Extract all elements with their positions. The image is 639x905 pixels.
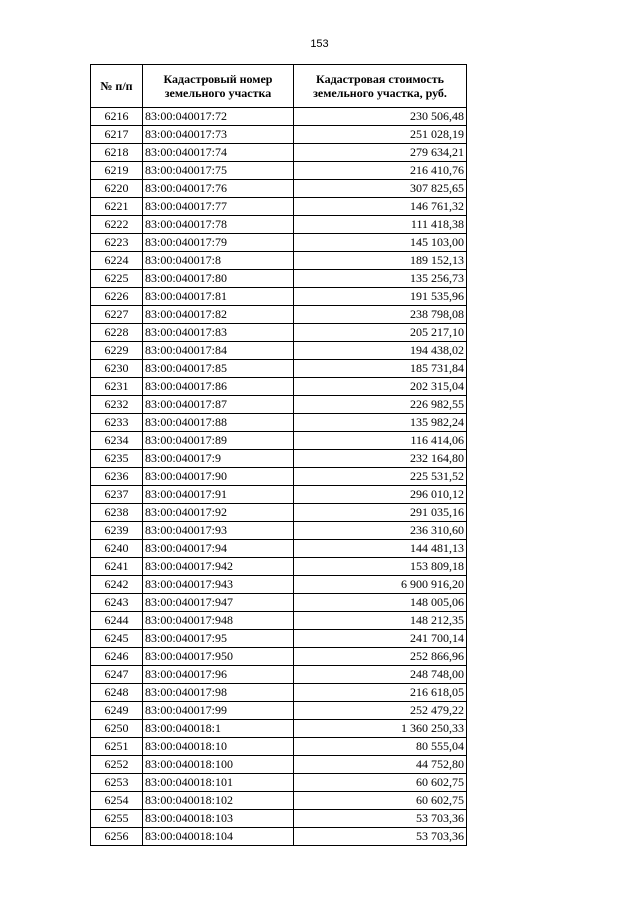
- table-row: [91, 540, 467, 558]
- table-row: [91, 450, 467, 468]
- page-number: 153: [310, 38, 329, 50]
- cadastral-number-cell: 83:00:040017:947: [143, 594, 294, 612]
- header-cadastral-number: Кадастровый номер земельного участка: [143, 65, 294, 108]
- row-number-cell: 6248: [91, 684, 143, 702]
- cadastral-value-cell: 80 555,04: [294, 738, 467, 756]
- table-row: [91, 792, 467, 810]
- table-row: [91, 558, 467, 576]
- cadastral-value-cell: 241 700,14: [294, 630, 467, 648]
- table-row: [91, 432, 467, 450]
- cadastral-number-cell: 83:00:040018:1: [143, 720, 294, 738]
- table-row: [91, 522, 467, 540]
- cadastral-number-cell: 83:00:040017:943: [143, 576, 294, 594]
- cadastral-value-cell: 226 982,55: [294, 396, 467, 414]
- cadastral-value-cell: 44 752,80: [294, 756, 467, 774]
- table-row: [91, 252, 467, 270]
- cadastral-number-cell: 83:00:040017:950: [143, 648, 294, 666]
- cadastral-value-cell: 279 634,21: [294, 144, 467, 162]
- table-row: [91, 288, 467, 306]
- cadastral-value-table: [90, 64, 467, 846]
- table-row: [91, 666, 467, 684]
- cadastral-value-cell: 153 809,18: [294, 558, 467, 576]
- cadastral-value-cell: 144 481,13: [294, 540, 467, 558]
- cadastral-value-cell: 145 103,00: [294, 234, 467, 252]
- row-number-cell: 6246: [91, 648, 143, 666]
- table-row: [91, 612, 467, 630]
- cadastral-number-cell: 83:00:040017:95: [143, 630, 294, 648]
- header-row-number: № п/п: [91, 65, 143, 108]
- row-number-cell: 6223: [91, 234, 143, 252]
- cadastral-number-cell: 83:00:040018:104: [143, 828, 294, 846]
- cadastral-number-cell: 83:00:040017:9: [143, 450, 294, 468]
- row-number-cell: 6250: [91, 720, 143, 738]
- row-number-cell: 6222: [91, 216, 143, 234]
- cadastral-value-cell: 185 731,84: [294, 360, 467, 378]
- row-number-cell: 6234: [91, 432, 143, 450]
- row-number-cell: 6241: [91, 558, 143, 576]
- row-number-cell: 6218: [91, 144, 143, 162]
- cadastral-number-cell: 83:00:040018:10: [143, 738, 294, 756]
- cadastral-value-cell: 248 748,00: [294, 666, 467, 684]
- cadastral-value-cell: 216 618,05: [294, 684, 467, 702]
- table-row: [91, 378, 467, 396]
- table-header: [91, 65, 467, 108]
- table-row: [91, 216, 467, 234]
- cadastral-number-cell: 83:00:040017:88: [143, 414, 294, 432]
- cadastral-value-cell: 191 535,96: [294, 288, 467, 306]
- cadastral-value-cell: 1 360 250,33: [294, 720, 467, 738]
- table-row: [91, 306, 467, 324]
- cadastral-number-cell: 83:00:040017:87: [143, 396, 294, 414]
- cadastral-number-cell: 83:00:040017:94: [143, 540, 294, 558]
- table-row: [91, 126, 467, 144]
- table-row: [91, 576, 467, 594]
- cadastral-value-cell: 216 410,76: [294, 162, 467, 180]
- table-row: [91, 486, 467, 504]
- table-row: [91, 702, 467, 720]
- cadastral-value-cell: 225 531,52: [294, 468, 467, 486]
- row-number-cell: 6239: [91, 522, 143, 540]
- row-number-cell: 6221: [91, 198, 143, 216]
- table-row: [91, 198, 467, 216]
- row-number-cell: 6247: [91, 666, 143, 684]
- table-row: [91, 162, 467, 180]
- cadastral-value-cell: 60 602,75: [294, 792, 467, 810]
- cadastral-value-cell: 111 418,38: [294, 216, 467, 234]
- cadastral-number-cell: 83:00:040017:86: [143, 378, 294, 396]
- cadastral-value-cell: 205 217,10: [294, 324, 467, 342]
- cadastral-number-cell: 83:00:040017:84: [143, 342, 294, 360]
- cadastral-number-cell: 83:00:040017:90: [143, 468, 294, 486]
- table-row: [91, 360, 467, 378]
- cadastral-value-cell: 53 703,36: [294, 810, 467, 828]
- table-row: [91, 234, 467, 252]
- row-number-cell: 6216: [91, 108, 143, 126]
- cadastral-number-cell: 83:00:040017:80: [143, 270, 294, 288]
- table-row: [91, 504, 467, 522]
- cadastral-number-cell: 83:00:040017:85: [143, 360, 294, 378]
- cadastral-number-cell: 83:00:040017:76: [143, 180, 294, 198]
- table-row: [91, 756, 467, 774]
- row-number-cell: 6224: [91, 252, 143, 270]
- row-number-cell: 6240: [91, 540, 143, 558]
- cadastral-number-cell: 83:00:040017:98: [143, 684, 294, 702]
- table-body: [91, 108, 467, 846]
- cadastral-value-cell: 53 703,36: [294, 828, 467, 846]
- row-number-cell: 6256: [91, 828, 143, 846]
- row-number-cell: 6242: [91, 576, 143, 594]
- header-cadastral-value: Кадастровая стоимость земельного участка, руб.: [294, 65, 467, 108]
- row-number-cell: 6229: [91, 342, 143, 360]
- cadastral-number-cell: 83:00:040017:83: [143, 324, 294, 342]
- table-row: [91, 396, 467, 414]
- cadastral-value-cell: 135 256,73: [294, 270, 467, 288]
- cadastral-number-cell: 83:00:040017:73: [143, 126, 294, 144]
- cadastral-value-cell: 146 761,32: [294, 198, 467, 216]
- cadastral-number-cell: 83:00:040017:948: [143, 612, 294, 630]
- cadastral-number-cell: 83:00:040018:100: [143, 756, 294, 774]
- table-row: [91, 828, 467, 846]
- row-number-cell: 6231: [91, 378, 143, 396]
- cadastral-value-cell: 6 900 916,20: [294, 576, 467, 594]
- row-number-cell: 6232: [91, 396, 143, 414]
- cadastral-number-cell: 83:00:040017:77: [143, 198, 294, 216]
- row-number-cell: 6226: [91, 288, 143, 306]
- cadastral-value-cell: 236 310,60: [294, 522, 467, 540]
- table-row: [91, 342, 467, 360]
- cadastral-number-cell: 83:00:040018:103: [143, 810, 294, 828]
- cadastral-number-cell: 83:00:040017:79: [143, 234, 294, 252]
- table-row: [91, 594, 467, 612]
- cadastral-number-cell: 83:00:040018:102: [143, 792, 294, 810]
- header-row: [91, 65, 467, 108]
- row-number-cell: 6230: [91, 360, 143, 378]
- cadastral-number-cell: 83:00:040017:89: [143, 432, 294, 450]
- cadastral-number-cell: 83:00:040017:92: [143, 504, 294, 522]
- row-number-cell: 6252: [91, 756, 143, 774]
- row-number-cell: 6237: [91, 486, 143, 504]
- table-row: [91, 720, 467, 738]
- row-number-cell: 6245: [91, 630, 143, 648]
- table-row: [91, 774, 467, 792]
- row-number-cell: 6228: [91, 324, 143, 342]
- row-number-cell: 6254: [91, 792, 143, 810]
- row-number-cell: 6217: [91, 126, 143, 144]
- table-row: [91, 738, 467, 756]
- row-number-cell: 6225: [91, 270, 143, 288]
- row-number-cell: 6251: [91, 738, 143, 756]
- cadastral-value-cell: 252 479,22: [294, 702, 467, 720]
- cadastral-value-cell: 291 035,16: [294, 504, 467, 522]
- cadastral-number-cell: 83:00:040017:74: [143, 144, 294, 162]
- cadastral-value-cell: 148 212,35: [294, 612, 467, 630]
- row-number-cell: 6219: [91, 162, 143, 180]
- cadastral-value-cell: 232 164,80: [294, 450, 467, 468]
- table-row: [91, 468, 467, 486]
- cadastral-value-cell: 238 798,08: [294, 306, 467, 324]
- row-number-cell: 6243: [91, 594, 143, 612]
- row-number-cell: 6253: [91, 774, 143, 792]
- cadastral-value-cell: 148 005,06: [294, 594, 467, 612]
- cadastral-number-cell: 83:00:040017:93: [143, 522, 294, 540]
- cadastral-value-cell: 251 028,19: [294, 126, 467, 144]
- cadastral-number-cell: 83:00:040017:82: [143, 306, 294, 324]
- cadastral-number-cell: 83:00:040017:8: [143, 252, 294, 270]
- table-row: [91, 270, 467, 288]
- cadastral-value-cell: 252 866,96: [294, 648, 467, 666]
- row-number-cell: 6238: [91, 504, 143, 522]
- cadastral-value-cell: 116 414,06: [294, 432, 467, 450]
- cadastral-value-cell: 189 152,13: [294, 252, 467, 270]
- table-row: [91, 108, 467, 126]
- cadastral-value-cell: 202 315,04: [294, 378, 467, 396]
- table-row: [91, 324, 467, 342]
- cadastral-value-cell: 296 010,12: [294, 486, 467, 504]
- table-row: [91, 180, 467, 198]
- table-row: [91, 684, 467, 702]
- row-number-cell: 6236: [91, 468, 143, 486]
- cadastral-number-cell: 83:00:040017:942: [143, 558, 294, 576]
- row-number-cell: 6255: [91, 810, 143, 828]
- cadastral-number-cell: 83:00:040017:81: [143, 288, 294, 306]
- cadastral-value-cell: 307 825,65: [294, 180, 467, 198]
- cadastral-number-cell: 83:00:040017:75: [143, 162, 294, 180]
- cadastral-value-cell: 60 602,75: [294, 774, 467, 792]
- cadastral-number-cell: 83:00:040017:96: [143, 666, 294, 684]
- cadastral-value-cell: 230 506,48: [294, 108, 467, 126]
- table-row: [91, 810, 467, 828]
- cadastral-number-cell: 83:00:040017:91: [143, 486, 294, 504]
- cadastral-number-cell: 83:00:040017:78: [143, 216, 294, 234]
- cadastral-value-cell: 135 982,24: [294, 414, 467, 432]
- row-number-cell: 6233: [91, 414, 143, 432]
- row-number-cell: 6235: [91, 450, 143, 468]
- row-number-cell: 6227: [91, 306, 143, 324]
- table-row: [91, 414, 467, 432]
- cadastral-number-cell: 83:00:040017:99: [143, 702, 294, 720]
- table-row: [91, 144, 467, 162]
- row-number-cell: 6244: [91, 612, 143, 630]
- cadastral-value-cell: 194 438,02: [294, 342, 467, 360]
- table-row: [91, 630, 467, 648]
- cadastral-number-cell: 83:00:040017:72: [143, 108, 294, 126]
- cadastral-number-cell: 83:00:040018:101: [143, 774, 294, 792]
- row-number-cell: 6220: [91, 180, 143, 198]
- row-number-cell: 6249: [91, 702, 143, 720]
- table-row: [91, 648, 467, 666]
